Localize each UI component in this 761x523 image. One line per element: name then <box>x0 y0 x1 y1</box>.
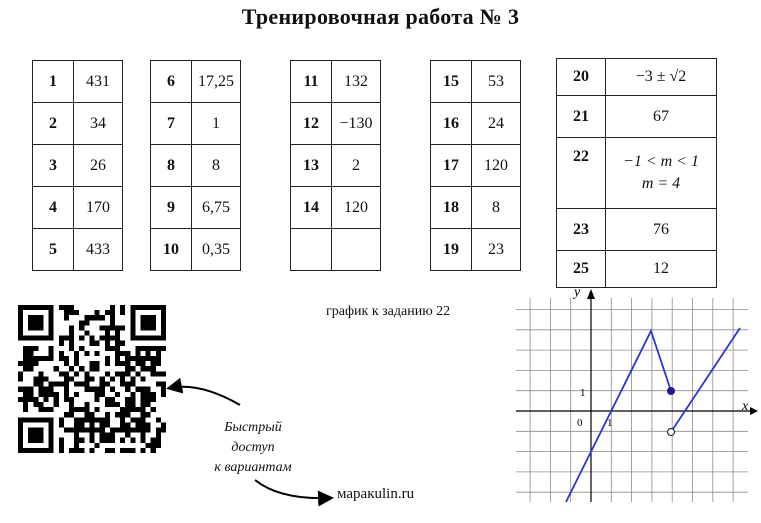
answer-row <box>291 61 381 103</box>
answer-row <box>33 103 123 145</box>
task-answer: 170 <box>74 187 123 229</box>
task-answer: 120 <box>472 145 521 187</box>
task-answer: 23 <box>472 229 521 271</box>
task-answer: −130 <box>332 103 381 145</box>
task-number: 8 <box>151 145 192 187</box>
answer-row <box>33 187 123 229</box>
page-title: Тренировочная работа № 3 <box>241 4 520 29</box>
answers-table-3 <box>290 60 381 271</box>
task-number: 25 <box>557 251 606 288</box>
answer-row <box>151 187 241 229</box>
arrow-to-site <box>255 480 330 498</box>
answer-row <box>291 229 381 271</box>
task-answer: 8 <box>192 145 241 187</box>
site-link[interactable]: маракulin.ru <box>337 486 415 502</box>
task-number: 3 <box>33 145 74 187</box>
task-number: 22 <box>557 138 606 209</box>
y-axis-arrow-icon <box>587 289 595 299</box>
task-answer: 53 <box>472 61 521 103</box>
task-answer: 67 <box>606 96 717 138</box>
filled-point-icon <box>668 388 675 395</box>
task-answer: 132 <box>332 61 381 103</box>
answer-row <box>431 103 521 145</box>
answer-row <box>431 229 521 271</box>
task-answer: 120 <box>332 187 381 229</box>
task-number: 7 <box>151 103 192 145</box>
answers-table-2 <box>150 60 241 271</box>
task-number: 1 <box>33 61 74 103</box>
answers-table-1 <box>32 60 123 271</box>
answer-row <box>151 61 241 103</box>
qr-caption <box>198 418 308 478</box>
task-number: 12 <box>291 103 332 145</box>
answers-table-5 <box>556 58 717 288</box>
qr-code-image[interactable] <box>18 305 166 453</box>
answer-row <box>291 187 381 229</box>
answer-row <box>557 59 717 96</box>
answer-row <box>33 145 123 187</box>
task-number: 23 <box>557 209 606 251</box>
task-answer: 17,25 <box>192 61 241 103</box>
qr-caption-line-3: к вариантам <box>214 460 292 475</box>
x-axis-arrow-icon <box>750 407 758 415</box>
task-number: 21 <box>557 96 606 138</box>
answer-row <box>557 138 717 209</box>
task-answer: 24 <box>472 103 521 145</box>
task-answer: 2 <box>332 145 381 187</box>
task-number: 18 <box>431 187 472 229</box>
function-graph <box>512 284 761 506</box>
task-number: 16 <box>431 103 472 145</box>
task-answer: 6,75 <box>192 187 241 229</box>
x-axis-label: x <box>742 399 749 414</box>
y-tick-label: 1 <box>580 387 586 399</box>
answer-row <box>431 187 521 229</box>
task-answer: 1 <box>192 103 241 145</box>
task-number: 2 <box>33 103 74 145</box>
answers-table-4 <box>430 60 521 271</box>
task-answer: −3 ± √2 <box>606 59 717 96</box>
y-axis-label: y <box>574 285 581 300</box>
qr-caption-line-2: доступ <box>231 440 275 455</box>
task-number: 9 <box>151 187 192 229</box>
task-number <box>291 229 332 271</box>
task-answer: 12 <box>606 251 717 288</box>
answer-row <box>151 229 241 271</box>
task-answer: 8 <box>472 187 521 229</box>
task-number: 4 <box>33 187 74 229</box>
task-number: 15 <box>431 61 472 103</box>
open-point-icon <box>668 429 675 436</box>
graph-grid <box>516 298 748 502</box>
graph-caption: график к заданию 22 <box>326 304 451 319</box>
answer-row <box>151 145 241 187</box>
answer-row <box>431 145 521 187</box>
task-answer: 34 <box>74 103 123 145</box>
answer-row <box>557 96 717 138</box>
answer-row <box>557 209 717 251</box>
answer-row <box>33 229 123 271</box>
task-answer: 76 <box>606 209 717 251</box>
task-answer: 26 <box>74 145 123 187</box>
answer-row <box>557 251 717 288</box>
answer-row <box>151 103 241 145</box>
task-answer: 431 <box>74 61 123 103</box>
task-number: 10 <box>151 229 192 271</box>
qr-caption-line-1: Быстрый <box>224 420 282 435</box>
task-answer <box>606 138 717 209</box>
answer-row <box>291 103 381 145</box>
task-number: 14 <box>291 187 332 229</box>
task-number: 17 <box>431 145 472 187</box>
task-number: 19 <box>431 229 472 271</box>
task-number: 5 <box>33 229 74 271</box>
task-number: 13 <box>291 145 332 187</box>
task-number: 6 <box>151 61 192 103</box>
answer-row <box>291 145 381 187</box>
graph-line-right <box>671 328 740 432</box>
answer-line-1: −1 < m < 1 <box>623 153 699 170</box>
task-number: 20 <box>557 59 606 96</box>
task-answer: 0,35 <box>192 229 241 271</box>
answer-line-2: m = 4 <box>641 175 681 192</box>
task-number: 11 <box>291 61 332 103</box>
x-tick-label: 1 <box>607 417 613 429</box>
arrow-to-qr <box>170 387 240 405</box>
task-answer: 433 <box>74 229 123 271</box>
answer-row <box>431 61 521 103</box>
origin-label: 0 <box>577 417 583 429</box>
task-answer <box>332 229 381 271</box>
answer-row <box>33 61 123 103</box>
